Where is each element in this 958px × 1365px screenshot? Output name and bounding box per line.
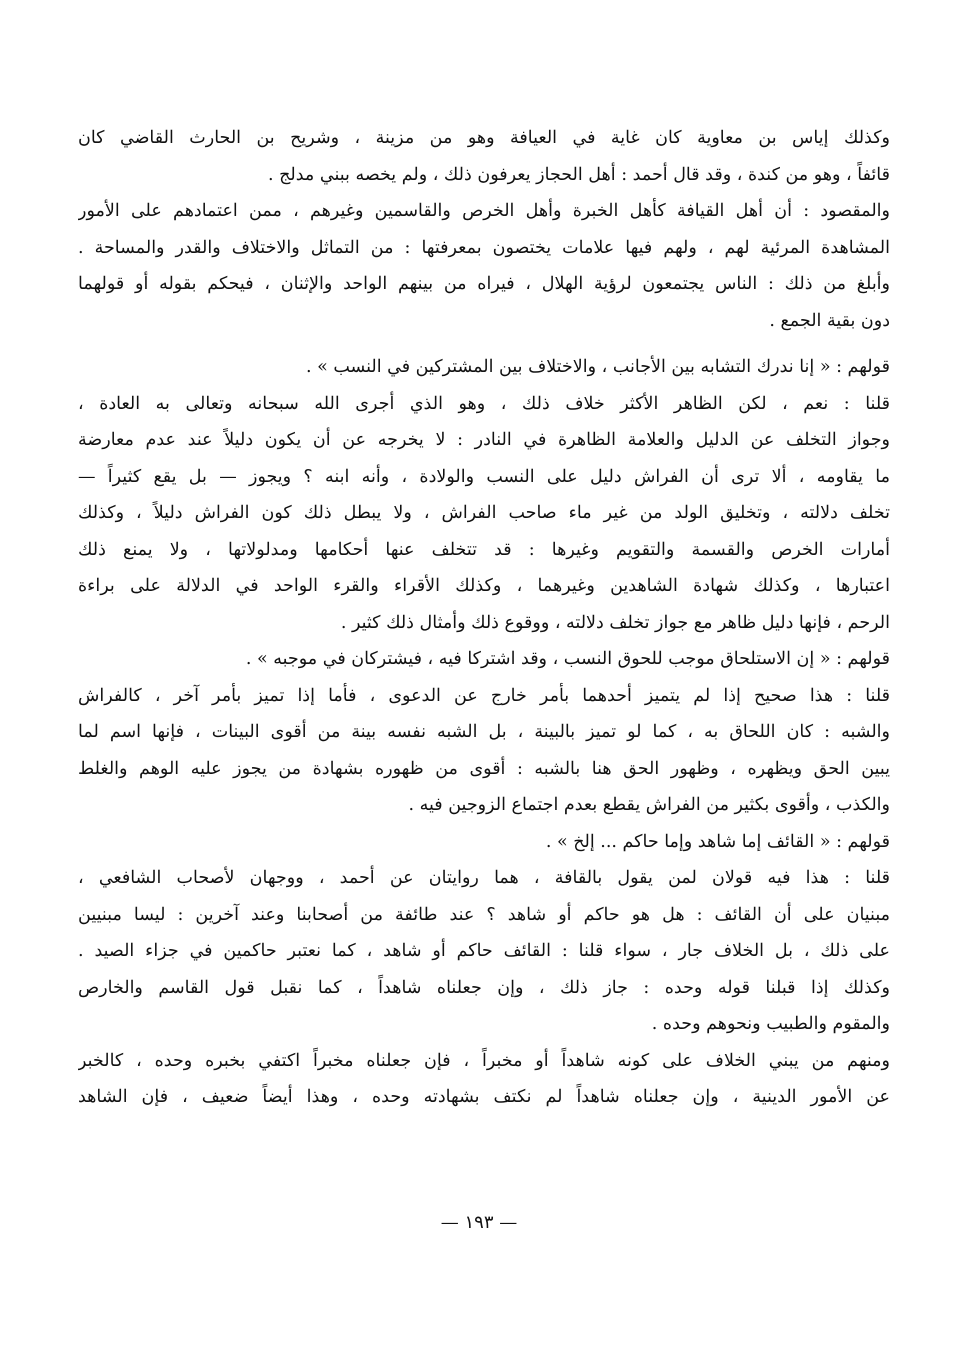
text-line: قولهم : « إنا ندرك التشابه بين الأجانب ، والاختلاف بين المشتركين في النسب » . [305, 357, 890, 377]
text-line: ما يقاومه ، ألا ترى أن الفراش دليل على النسب والولادة ، وأنه ابنه ؟ ويجوز — بل يقع كثيراً — [78, 466, 890, 487]
text-line: عن الأمور الدينية ، وإن جعلناه شاهداً لم نكتف بشهادته وحده ، وهذا أيضاً ضعيف ، فإن الشاهد [78, 1087, 890, 1107]
text-line: قلنا : هذا فيه قولان لمن يقول بالقافة ، هما روايتان عن أحمد ، ووجهان لأصحاب الشافعي ، [78, 868, 890, 888]
text-line: اعتبارها ، وكذلك شهادة الشاهدين وغيرهما ، وكذلك الأقراء والقرء الواحد في الدلالة على براءة [78, 576, 890, 596]
text-line: قولهم : « إن الاستلحاق موجب للحوق النسب ، وقد اشتركا فيه ، فيشتركان في موجبه » . [245, 649, 890, 669]
text-line: قلنا : نعم ، لكن الظاهر الأكثر خلاف ذلك ، وهو الذي أجرى الله سبحانه وتعالى به العادة ، [78, 393, 890, 414]
text-line: المشاهدة المرئية لهم ، ولهم فيها علامات يختصون بمعرفتها : من التماثل والاختلاف والقدر والمساحة . [78, 237, 890, 258]
text-line: وكذلك إياس بن معاوية كان غاية في العيافة وهو من مزينة ، وشريح بن الحارث القاضي كان [78, 128, 890, 148]
text-line: قولهم : « القائف إما شاهد وإما حاكم ... إلخ » . [545, 831, 890, 852]
text-line: وجواز التخلف عن الدليل والعلامة الظاهرة في النادر : لا يخرجه عن أن يكون دليلاً عند عدم معارضة [78, 430, 890, 450]
text-line: مبنيان على أن القائف : هل هو حاكم أو شاهد ؟ عند طائفة من أصحابنا وعند آخرين : ليسا مبنيين [78, 904, 890, 925]
text-line: وأبلغ من ذلك : الناس يجتمعون لرؤية الهلال ، فيراه من بينهم الواحد والإثنان ، فيحكم بقوله أو قولهما [78, 274, 890, 294]
text-line: قائفاً ، وهو من كندة ، وقد قال أحمد : أهل الحجاز يعرفون ذلك ، ولم يخصه ببني مدلج . [267, 164, 890, 185]
text-line: والشبه : كان اللحاق به ، كما لو تميز بالبينة ، بل الشبه نفسه بينة من أقوى البينات ، فإنها اسم لما [78, 722, 890, 742]
text-line: والمقوم والطبيب ونحوهم وحده . [651, 1014, 890, 1034]
page-number: — ١٩٣ — [440, 1212, 518, 1233]
text-line: قلنا : هذا صحيح إذا لم يتميز أحدهما بأمر خارج عن الدعوى ، فأما إذا تميز بأمر آخر ، كالفراش [78, 685, 890, 706]
text-line: والكذب ، وأقوى بكثير من الفراش يقطع بعدم اجتماع الزوجين فيه . [408, 795, 890, 815]
text-line: على ذلك ، بل الخلاف جار ، سواء قلنا : القائف حاكم أو شاهد ، كما نعتبر حاكمين في جزاء الصيد . [78, 941, 890, 961]
text-line: ومنهم من يبني الخلاف على كونه شاهداً أو مخبراً ، فإن جعلناه مخبراً اكتفي بخبره وحده ، كالخبر [78, 1050, 890, 1071]
text-line: والمقصود : أن أهل القيافة كأهل الخبرة وأهل الخرص والقاسمين وغيرهم ، ممن اعتمادهم على الأمور [78, 201, 890, 221]
page-body [78, 120, 890, 1116]
text-line: دون بقية الجمع . [769, 310, 890, 331]
text-line: أمارات الخرص والقسمة والتقويم وغيرها : قد تتخلف عنها أحكامها ومدلولاتها ، ولا يمنع ذلك [78, 539, 890, 560]
text-line: تخلف دلالته ، وتخليق الولد من غير ماء صاحب الفراش ، ولا يبطل ذلك كون الفراش دليلاً ، وكذلك [78, 503, 890, 523]
text-line: يبين الحق ويظهره ، وظهور الحق هنا بالشبه : أقوى من ظهوره بشهادة من يجوز عليه الوهم والغلط [78, 758, 890, 779]
text-line: وكذلك إذا قبلنا قوله وحده : جاز ذلك ، وإن جعلناه شاهداً ، كما نقبل قول القاسم والخارص [78, 977, 890, 998]
text-line: الرحم ، فإنها دليل ظاهر مع جواز تخلف دلالته ، ووقوع ذلك وأمثال ذلك كثير . [340, 612, 890, 633]
